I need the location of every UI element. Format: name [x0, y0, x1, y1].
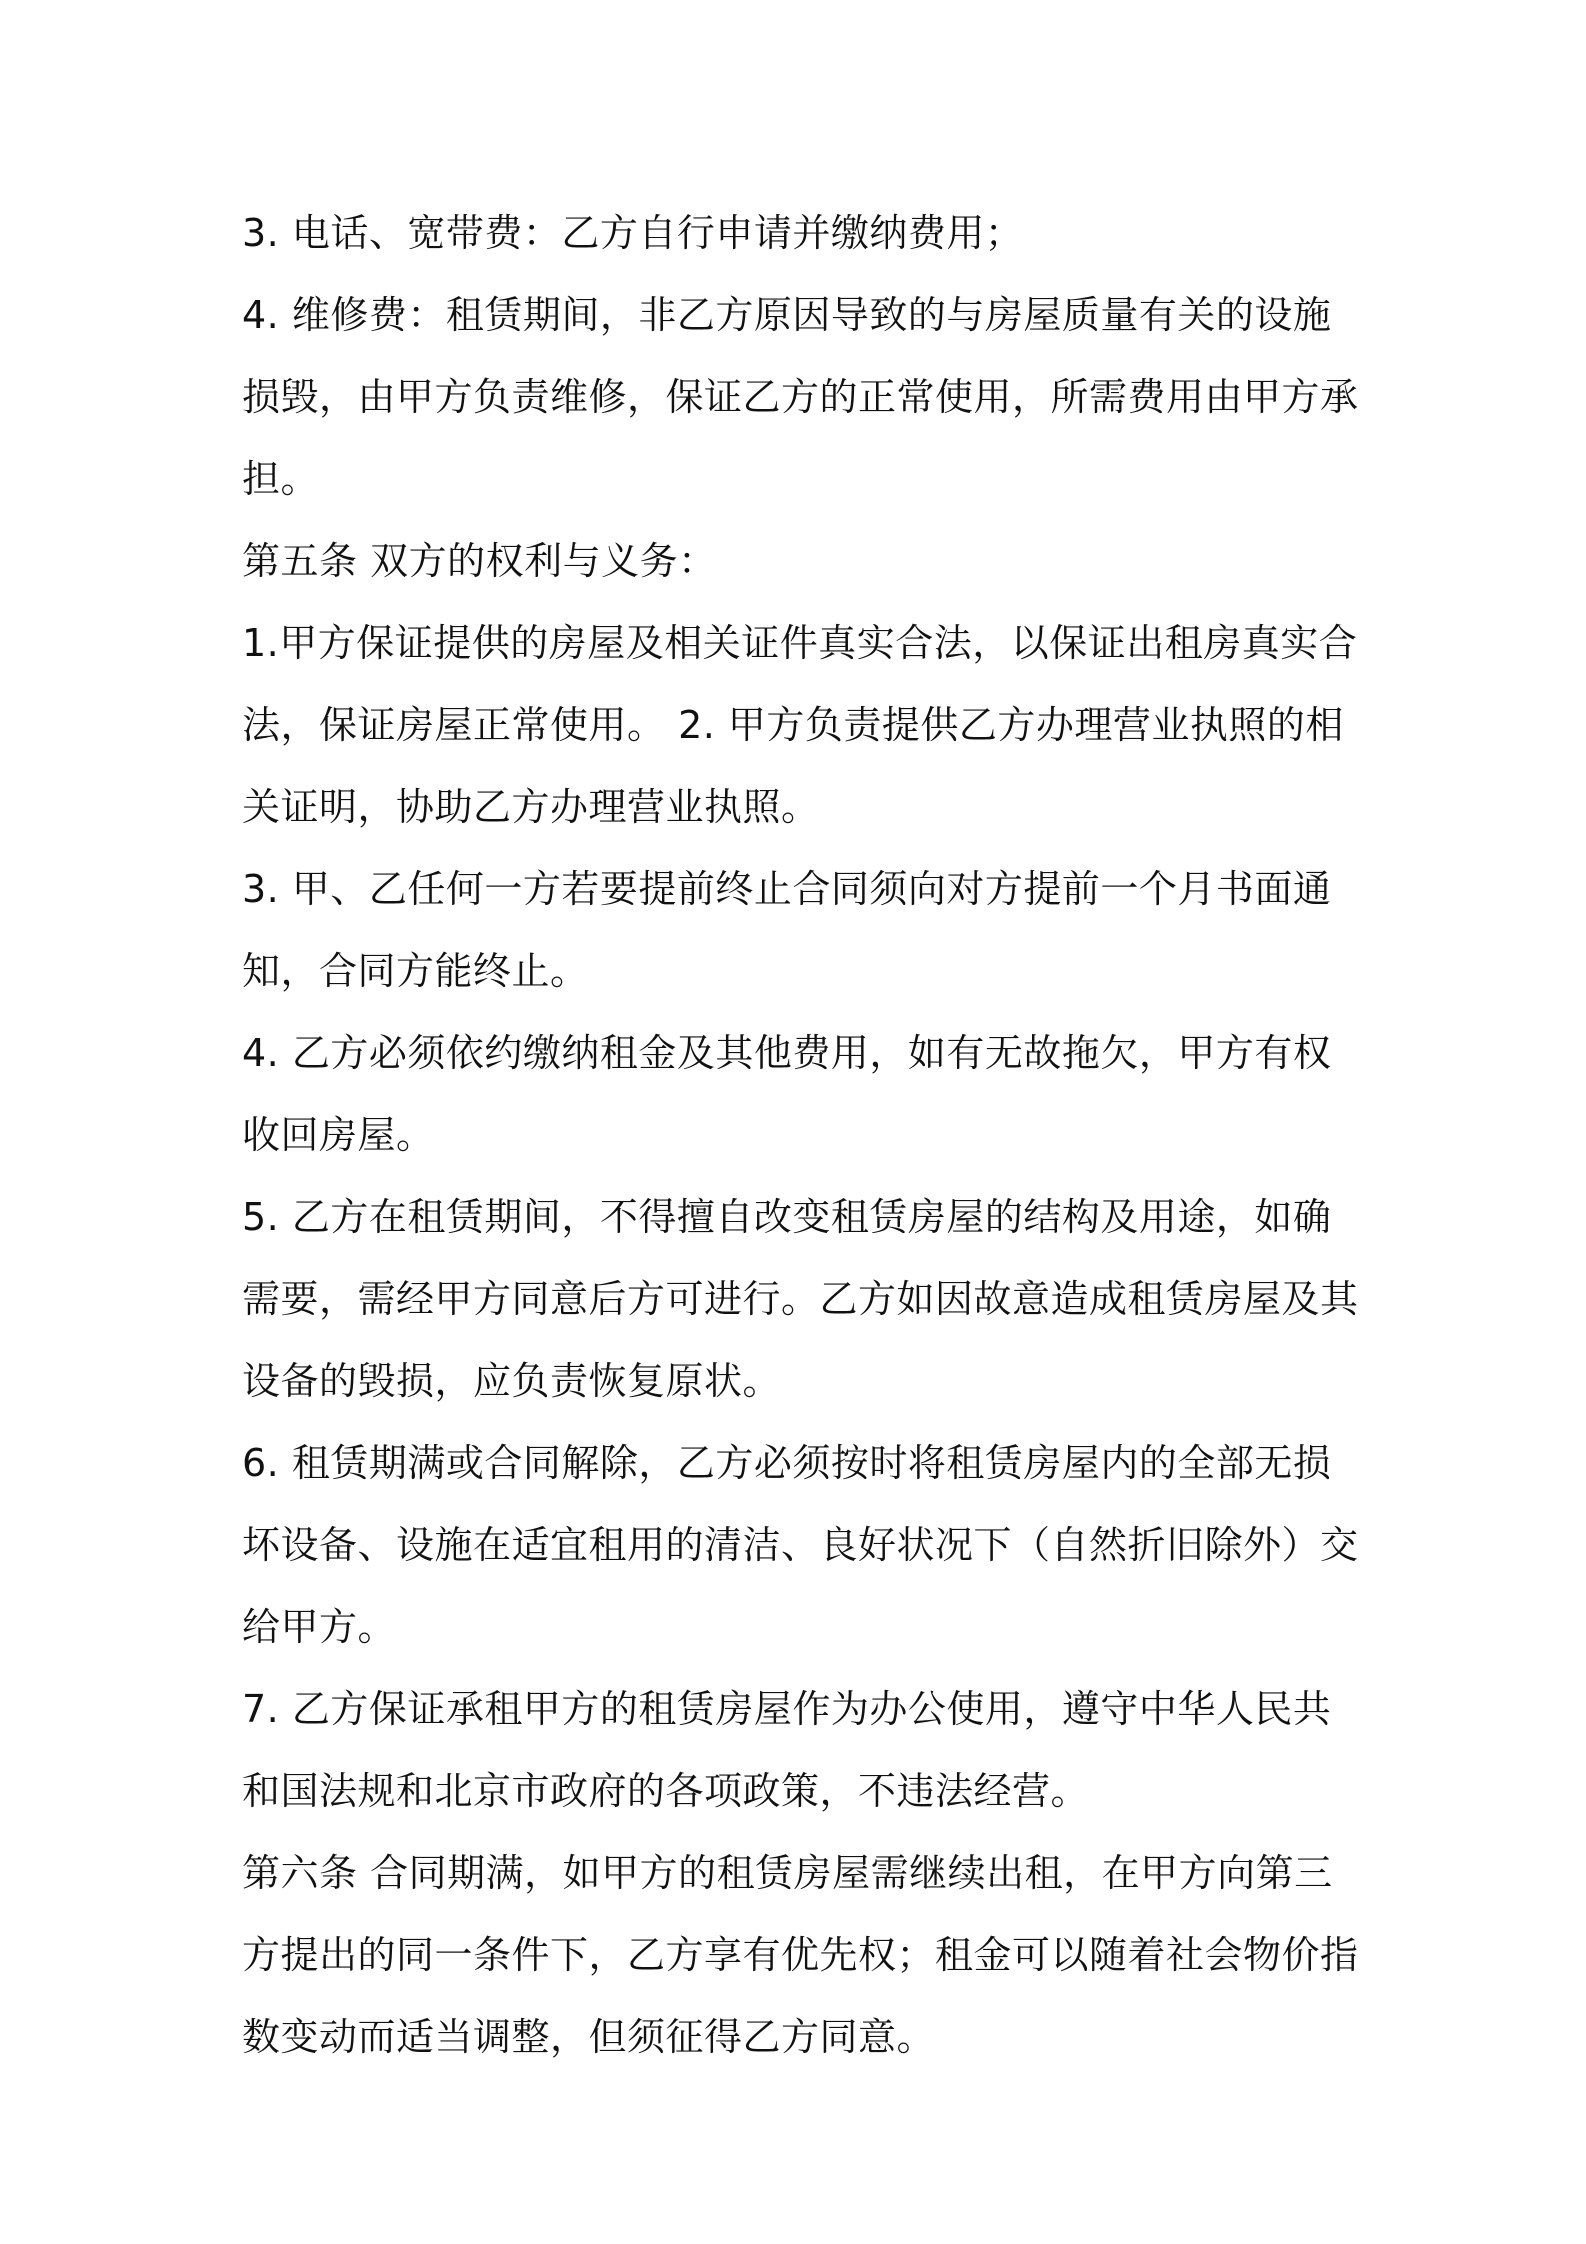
paragraph-maintenance-fees: 4. 维修费：租赁期间，非乙方原因导致的与房屋质量有关的设施损毁，由甲方负责维修，保证乙方的正常使用，所需费用由甲方承担。	[242, 293, 1359, 501]
paragraph-article-5-item-4: 4. 乙方必须依约缴纳租金及其他费用，如有无故拖欠，甲方有权收回房屋。	[242, 1031, 1332, 1157]
paragraph-article-5-item-3: 3. 甲、乙任何一方若要提前终止合同须向对方提前一个月书面通知，合同方能终止。	[242, 867, 1332, 993]
paragraph-article-5-item-6: 6. 租赁期满或合同解除，乙方必须按时将租赁房屋内的全部无损坏设备、设施在适宜租用的清洁、良好状况下（自然折旧除外）交给甲方。	[242, 1441, 1359, 1649]
paragraph-article-5-item-7: 7. 乙方保证承租甲方的租赁房屋作为办公使用，遵守中华人民共和国法规和北京市政府的各项政策，不违法经营。	[242, 1687, 1332, 1813]
paragraph-utility-fees: 3. 电话、宽带费：乙方自行申请并缴纳费用；	[242, 211, 1024, 255]
paragraph-article-5-item-1-2: 1.甲方保证提供的房屋及相关证件真实合法，以保证出租房真实合法，保证房屋正常使用。 2. 甲方负责提供乙方办理营业执照的相关证明，协助乙方办理营业执照。	[242, 621, 1358, 829]
paragraph-article-5-item-5: 5. 乙方在租赁期间，不得擅自改变租赁房屋的结构及用途，如确需要，需经甲方同意后方可进行。乙方如因故意造成租赁房屋及其设备的毁损，应负责恢复原状。	[242, 1195, 1359, 1403]
document-body	[242, 192, 1362, 2078]
article-5-heading: 第五条 双方的权利与义务：	[242, 539, 717, 583]
article-6-paragraph: 第六条 合同期满，如甲方的租赁房屋需继续出租，在甲方向第三方提出的同一条件下，乙方享有优先权；租金可以随着社会物价指数变动而适当调整，但须征得乙方同意。	[242, 1851, 1359, 2059]
